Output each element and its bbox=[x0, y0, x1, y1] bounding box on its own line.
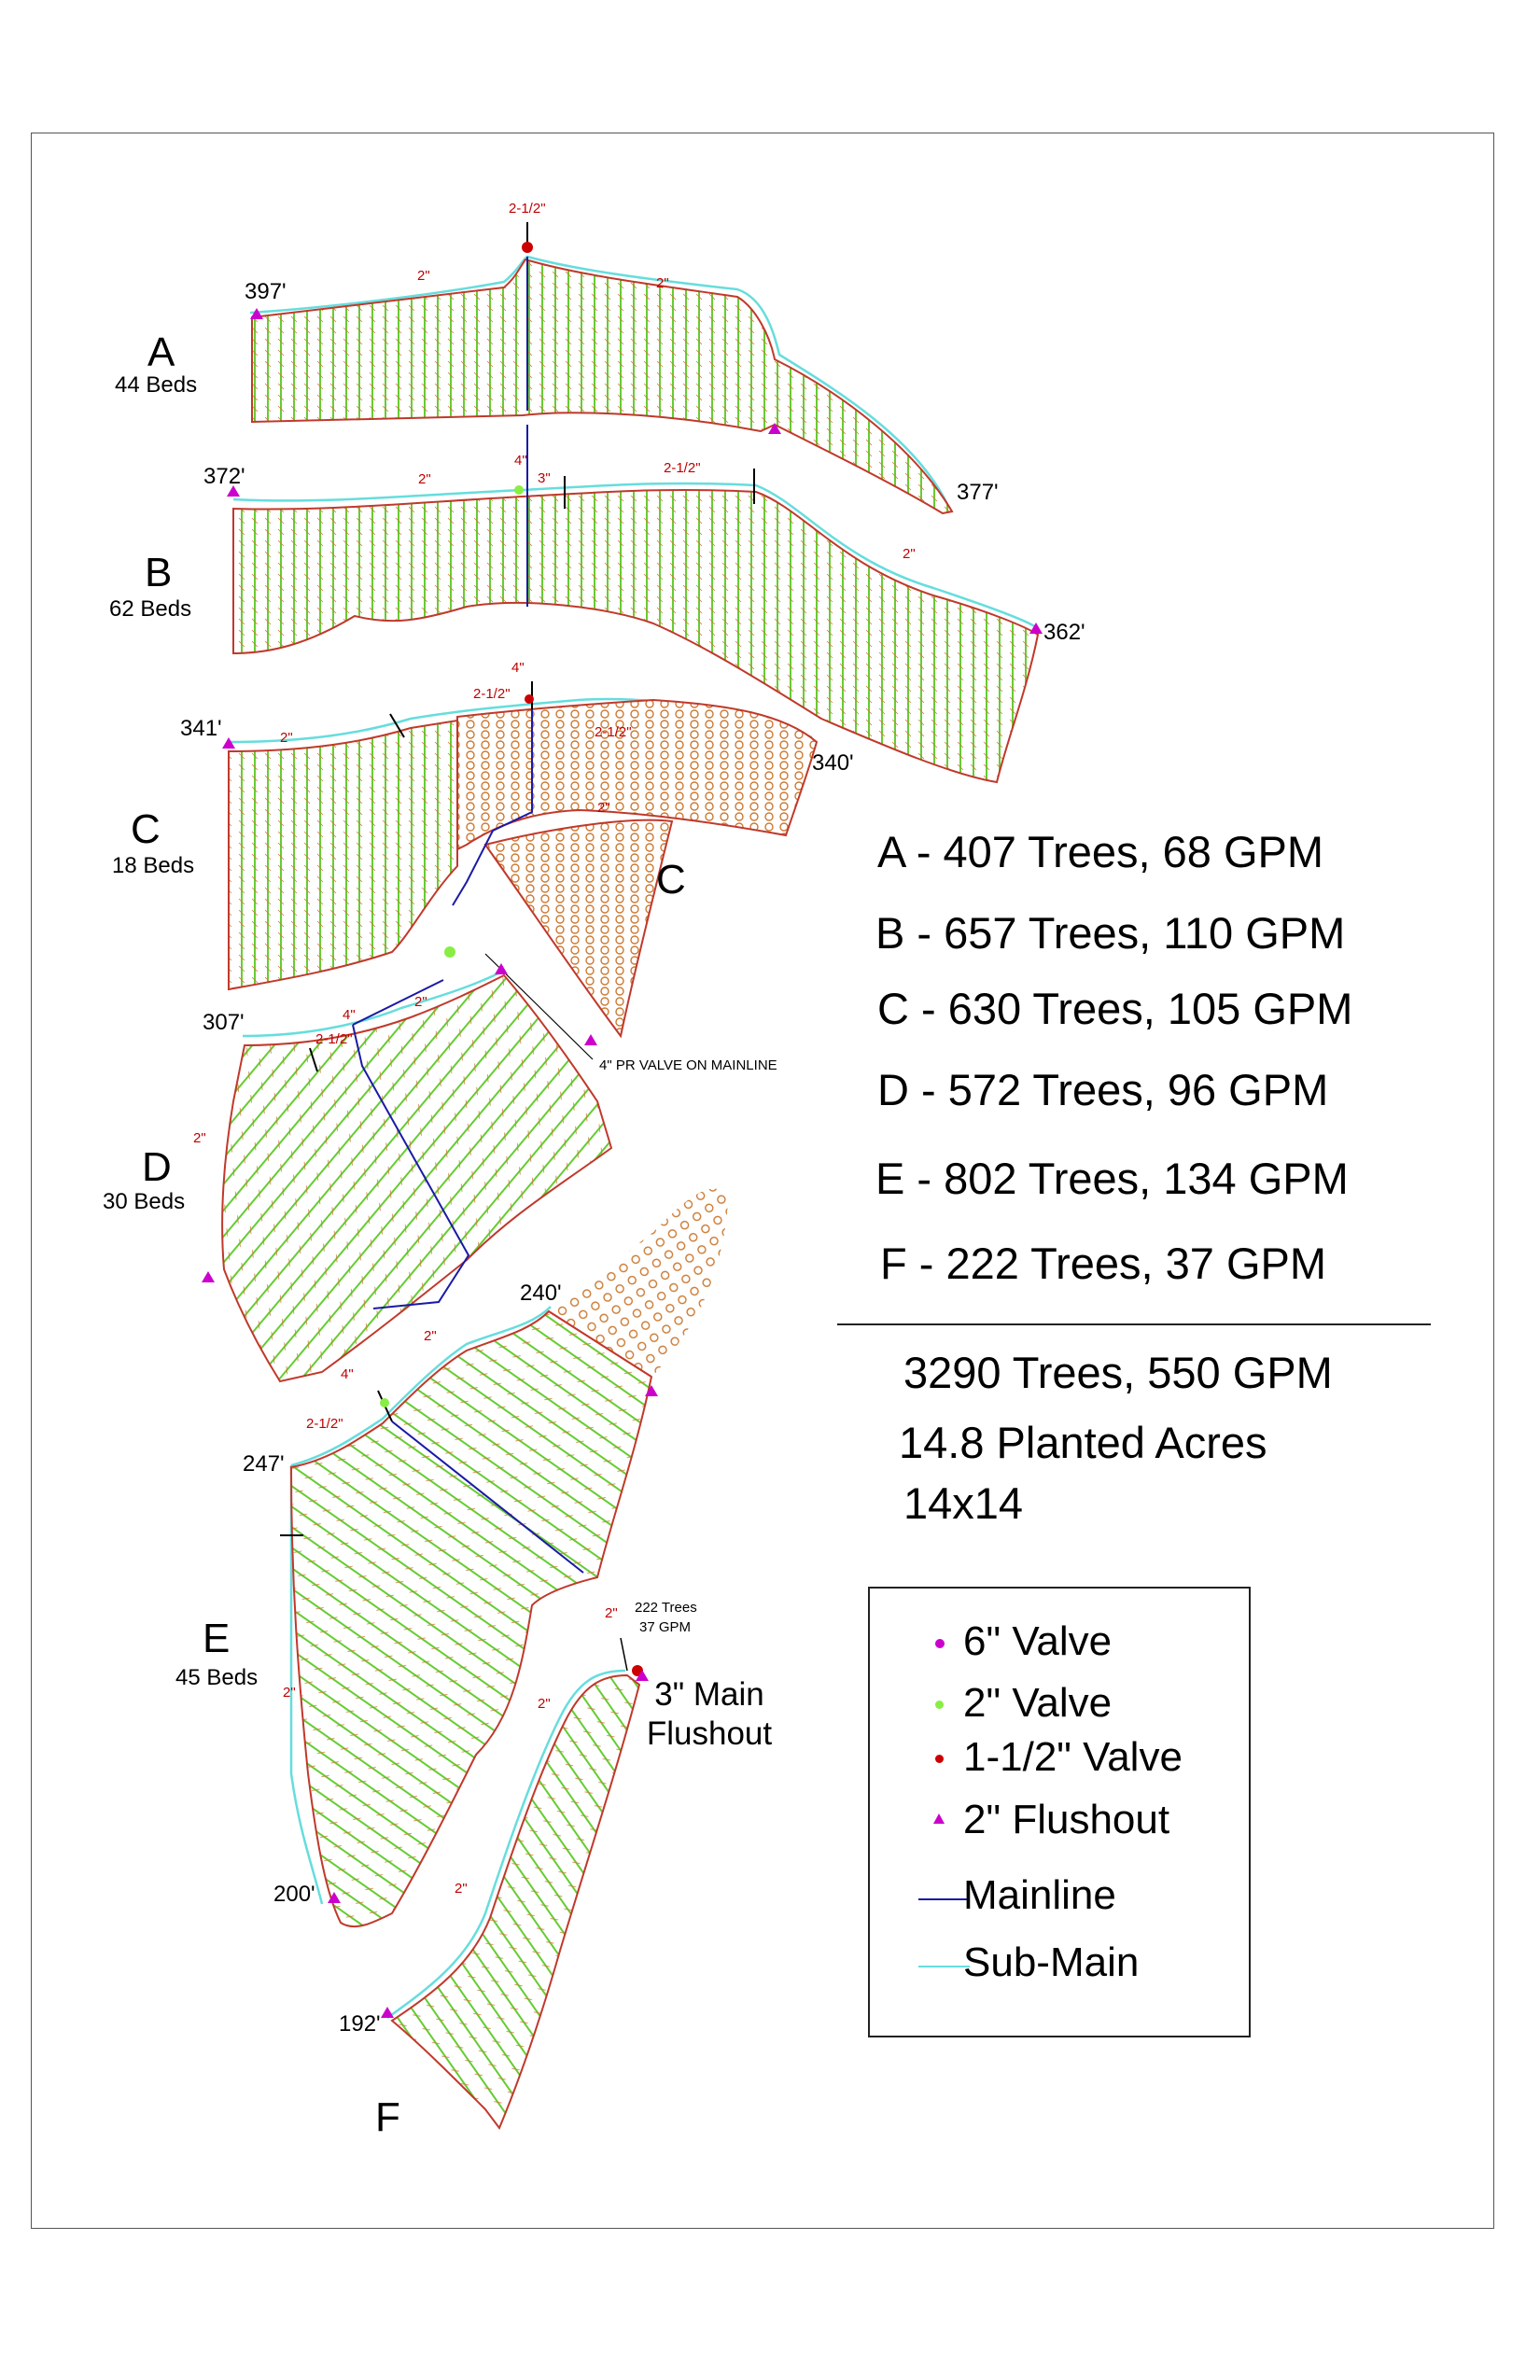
main-flushout-label bbox=[635, 1675, 784, 1754]
pipe-size-label: 2" bbox=[597, 800, 610, 816]
legend-box bbox=[868, 1587, 1251, 2037]
valve-2-icon bbox=[444, 946, 455, 958]
elevation-label: 240' bbox=[520, 1281, 562, 1306]
elevation-label: 341' bbox=[180, 716, 222, 741]
pipe-size-label: 2-1/2" bbox=[315, 1031, 353, 1047]
pipe-size-label: 2" bbox=[414, 994, 427, 1010]
pipe-size-label: 2-1/2" bbox=[595, 724, 632, 740]
section-c-sub-letter: C bbox=[656, 857, 686, 903]
pipe-size-label: 4" bbox=[341, 1366, 354, 1382]
summary-spacing: 14x14 bbox=[903, 1478, 1024, 1528]
section-b-beds: 62 Beds bbox=[109, 596, 192, 622]
pipe-size-label: 2" bbox=[903, 546, 916, 562]
legend-label: 2" Valve bbox=[963, 1680, 1113, 1726]
summary-row-f: F - 222 Trees, 37 GPM bbox=[880, 1239, 1327, 1288]
pipe-size-label: 2" bbox=[605, 1605, 618, 1621]
pipe-size-label: 2-1/2" bbox=[509, 201, 546, 217]
section-c-beds: 18 Beds bbox=[112, 853, 195, 878]
legend-label: Mainline bbox=[963, 1872, 1116, 1918]
legend-label: 1-1/2" Valve bbox=[963, 1734, 1183, 1780]
pipe-size-label: 2" bbox=[424, 1328, 437, 1344]
summary-row-a: A - 407 Trees, 68 GPM bbox=[877, 827, 1324, 876]
elevation-label: 200' bbox=[273, 1882, 315, 1907]
pipe-size-label: 3" bbox=[538, 470, 551, 486]
section-f-letter: F bbox=[375, 2094, 400, 2140]
pipe-size-label: 2" bbox=[193, 1130, 206, 1146]
section-a-beds: 44 Beds bbox=[115, 372, 198, 398]
section-c-letter: C bbox=[131, 806, 161, 852]
section-b-letter: B bbox=[145, 550, 173, 595]
magenta-dot-icon bbox=[935, 1639, 945, 1648]
elevation-label: 372' bbox=[203, 464, 245, 489]
flushout-icon bbox=[202, 1271, 215, 1282]
section-a-letter: A bbox=[147, 329, 175, 375]
valve-1-5-icon bbox=[522, 242, 533, 253]
block-f-trees-note: 222 Trees bbox=[635, 1600, 697, 1616]
section-d-letter: D bbox=[142, 1144, 172, 1190]
elevation-label: 377' bbox=[957, 480, 999, 505]
pipe-size-label: 2" bbox=[280, 730, 293, 746]
summary-row-d: D - 572 Trees, 96 GPM bbox=[877, 1065, 1329, 1114]
pipe-size-label: 2-1/2" bbox=[473, 686, 511, 702]
pipe-size-label: 4" bbox=[514, 453, 527, 469]
flushout-icon bbox=[381, 2007, 394, 2018]
pipe-size-label: 2" bbox=[656, 275, 669, 291]
pipe-size-label: 2" bbox=[283, 1685, 296, 1701]
flushout-icon bbox=[584, 1034, 597, 1045]
legend-item-submain bbox=[870, 1939, 1251, 1986]
pipe-size-label: 2" bbox=[418, 471, 431, 487]
summary-acres: 14.8 Planted Acres bbox=[899, 1418, 1267, 1467]
valve-1-5-icon bbox=[525, 694, 534, 704]
submain-line-icon bbox=[918, 1966, 970, 1967]
legend-label: 2" Flushout bbox=[963, 1797, 1170, 1842]
section-e-beds: 45 Beds bbox=[175, 1665, 259, 1690]
pipe-size-label: 2-1/2" bbox=[306, 1416, 343, 1432]
block-a bbox=[250, 222, 952, 513]
red-dot-icon bbox=[935, 1755, 944, 1763]
summary-row-e: E - 802 Trees, 134 GPM bbox=[875, 1154, 1349, 1203]
block-a-area bbox=[252, 259, 952, 513]
mainline-line-icon bbox=[918, 1898, 970, 1900]
green-dot-icon bbox=[935, 1701, 944, 1709]
pipe-size-label: 2" bbox=[417, 268, 430, 284]
block-c-west bbox=[229, 721, 457, 989]
summary-row-c: C - 630 Trees, 105 GPM bbox=[877, 984, 1353, 1033]
legend-item-1-5in-valve bbox=[870, 1734, 1251, 1781]
main-flushout-line2: Flushout bbox=[646, 1715, 773, 1752]
summary-total: 3290 Trees, 550 GPM bbox=[903, 1348, 1333, 1397]
legend-item-flushout bbox=[870, 1797, 1251, 1843]
valve-2-icon bbox=[380, 1398, 389, 1407]
elevation-label: 192' bbox=[339, 2011, 381, 2037]
legend-item-6in-valve bbox=[870, 1618, 1251, 1665]
section-d-beds: 30 Beds bbox=[103, 1189, 186, 1214]
elevation-label: 247' bbox=[243, 1451, 285, 1477]
legend-label: Sub-Main bbox=[963, 1939, 1140, 1985]
elevation-label: 362' bbox=[1043, 620, 1085, 645]
block-e-area bbox=[291, 1311, 651, 1926]
summary-divider bbox=[837, 1323, 1431, 1325]
pr-valve-note: 4" PR VALVE ON MAINLINE bbox=[599, 1057, 777, 1073]
valve-2-icon bbox=[514, 485, 524, 495]
legend-item-2in-valve bbox=[870, 1680, 1251, 1727]
legend-item-mainline bbox=[870, 1872, 1251, 1919]
pipe-size-label: 2-1/2" bbox=[664, 460, 701, 476]
triangle-icon bbox=[933, 1813, 945, 1824]
block-f-tick bbox=[621, 1638, 627, 1671]
pipe-size-label: 4" bbox=[511, 660, 525, 676]
pipe-size-label: 2" bbox=[455, 1881, 468, 1897]
pipe-size-label: 4" bbox=[343, 1007, 356, 1023]
section-e-letter: E bbox=[203, 1616, 231, 1661]
pipe-size-label: 2" bbox=[538, 1696, 551, 1712]
elevation-label: 397' bbox=[245, 279, 287, 304]
block-f-gpm-note: 37 GPM bbox=[639, 1619, 692, 1635]
main-flushout-line1: 3" Main bbox=[654, 1676, 764, 1713]
legend-label: 6" Valve bbox=[963, 1618, 1113, 1664]
elevation-label: 307' bbox=[203, 1010, 245, 1035]
summary-row-b: B - 657 Trees, 110 GPM bbox=[875, 908, 1346, 958]
elevation-label: 340' bbox=[812, 750, 854, 776]
